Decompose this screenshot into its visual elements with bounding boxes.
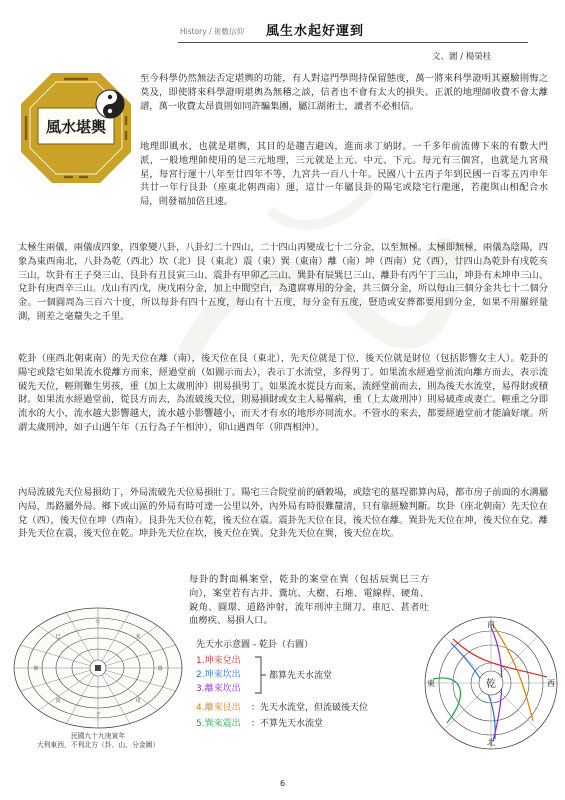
byline: 文、圖 / 楊榮桂 xyxy=(432,52,492,62)
luopan-caption xyxy=(10,732,186,750)
compass-north: 北 xyxy=(487,738,495,747)
paragraph-sanyuan: 地理即風水，也就是堪輿，其目的是趨吉避凶，進而求丁納財。一千多年前流傳下來的有數大門派，一般地理師使用的是三元地理，三元就是上元、中元、下元。每元有三個宮，也就是九宮飛星，每宮行運十八年至廿四年不等，九宮共一百八十年。民國八十五丙子年到民國一百零五丙申年共廿一年行艮卦（座東北朝西南）運，這廿一年屬艮卦的陽宅或陰宅行龍運，若龍與山相配合水局，則發福加倍且速。 xyxy=(140,141,548,208)
legend-note-4: ：先天水流堂，但流破後天位 xyxy=(251,703,369,713)
page-number: 6 xyxy=(279,779,286,788)
yin-yang-icon xyxy=(96,90,124,118)
paragraph-taiji: 太極生兩儀，兩儀成四象，四象變八卦，八卦幻二十四山，二十四山再變成七十二分金，以至無極。太極即無極，兩儀為陰陽，四象為東西南北，八卦為乾（西北）坎（北）艮（東北）震（東）巽（東南）離（南）坤（西南）兌（西），廿四山為乾卦有戌乾亥三山，坎卦有王子癸三山、艮卦有丑艮寅三山、震卦有甲卯乙三山、巽卦有辰巽巳三山、離卦有丙午丁三山，坤卦有未坤申三山、兌卦有庚酉辛三山。戊山有丙戊，庚戊兩分金，加上中間空白，為遺腐專用的分金，共三個分金，所以每山三個分金共七十二個分金。一個圓周為三百六十度，所以每卦有四十五度，每山有十五度，每分金有五度，豎造或安葬都要用到分金，如果不用羅經量測，則差之毫釐失之千里。 xyxy=(18,242,548,322)
compass-south: 南 xyxy=(487,620,495,629)
svg-text:酉: 酉 xyxy=(157,666,163,672)
legend-item-4: 4.離來艮出 xyxy=(196,703,241,713)
svg-text:未: 未 xyxy=(135,634,141,640)
page-header xyxy=(0,14,565,48)
legend-item-2: 2.坤來坎出 xyxy=(196,670,241,680)
svg-text:戌: 戌 xyxy=(135,698,141,704)
legend-note-all: 都算先天水流堂 xyxy=(269,671,333,681)
bagua-logo xyxy=(18,70,134,186)
article-title: 風生水起好運到 xyxy=(266,24,365,39)
compass-west: 西 xyxy=(547,679,555,688)
logo-text: 風水堪輿 xyxy=(45,118,107,136)
legend-item-3: 3.離來坎出 xyxy=(196,684,241,694)
svg-text:午: 午 xyxy=(95,620,101,626)
header-rule xyxy=(178,42,528,43)
svg-text:子: 子 xyxy=(95,712,101,718)
legend-bracket xyxy=(253,655,267,695)
luopan-diagram xyxy=(10,600,186,730)
compass-flow-diagram xyxy=(420,612,562,754)
paragraph-antang: 每卦的對面稱案堂，乾卦的案堂在巽（包括辰巽巳三方向），案堂若有古井、糞坑、大樹、石堆、電線桿、硬角、銳角、圓環、道路沖射，流年刑沖主開刀、車厄、甚者吐血癆疾、易損人口。 xyxy=(189,574,429,627)
legend-item-5: 5.巽來震出 xyxy=(196,719,241,729)
compass-east: 東 xyxy=(427,679,435,688)
svg-text:巳: 巳 xyxy=(55,634,61,640)
svg-text:卯: 卯 xyxy=(33,666,39,672)
paragraph-intro: 至今科學仍然無法否定堪輿的功能，有人對這門學問持保留態度，萬一將來科學證明其靈驗則悔之莫及，即使將來科學證明堪輿為無稽之談，信者也不會有太大的損失。正派的地理師收費不會太離譜，萬一收費太昂貴則如同許騙集團，屬江湖術士，讀者不必相信。 xyxy=(140,73,548,112)
svg-text:寅: 寅 xyxy=(55,698,61,704)
category-label: History / 術數信仰 xyxy=(180,27,244,36)
caption-line-1: 民國九十九庚寅年 xyxy=(70,732,126,740)
legend-item-1: 1.坤來兌出 xyxy=(196,656,241,666)
caption-line-2: 大利東西，不利北方（卦、山、分金圖） xyxy=(36,741,160,749)
legend-note-5: ：不算先天水流堂 xyxy=(251,719,324,729)
flow-legend xyxy=(189,637,439,757)
paragraph-qian-gua: 乾卦（座西北朝東南）的先天位在離（南），後天位在艮（東北），先天位就是丁位，後天位就是財位（包括影響女主人）。乾卦的陽宅或陰宅如果流水從離方而來，經過堂前（如圖示而去），表示丁水流堂，多得男丁。如果流水經過堂前流向離方而去，表示流破先天位，輕則難生男孩，重（加上太歲刑沖）則易損男丁。如果流水從艮方而來，流經堂前而去，則為後天水流堂，易得財或積財。如果流水經過堂前，從艮方而去，為流破後天位，則易損財或女主人易罹病，重（上太歲刑沖）則易破產或妻亡。輕重之分即流水的大小，流水越大影響越大，流水越小影響越小，而天才有水的地形亦同流水。不管水的來去，都要經過堂前才能論好壞。所謂太歲刑沖，如子山遇午年（五行為子午相沖），卯山遇酉年（卯酉相沖）。 xyxy=(18,353,548,433)
legend-title: 先天水示意圖 - 乾卦（右圖） xyxy=(196,640,313,650)
compass-center-label: 乾 xyxy=(486,679,496,690)
paragraph-inner-outer: 內局流破先天位易損幼丁，外局流破先天位易損壯丁。陽宅三合院堂前的硒穀場，或陰宅的墓埕都算內局，都市房子前面的水溝屬內局，馬路屬外局。鄉下或山區的外局有時可達一公里以外，內外局有時很難釐清，只有靠經驗判斷。坎卦（座北朝南）先天位在兌（西），後天位在坤（西南）。艮卦先天位在乾，後天位在震。震卦先天位在艮，後天位在離。巽卦先天位在坤，後天位在兌。離卦先天位在震，後天位在乾。坤卦先天位在坎，後天位在巽。兌卦先天位在巽，後天位在坎。 xyxy=(18,487,548,540)
